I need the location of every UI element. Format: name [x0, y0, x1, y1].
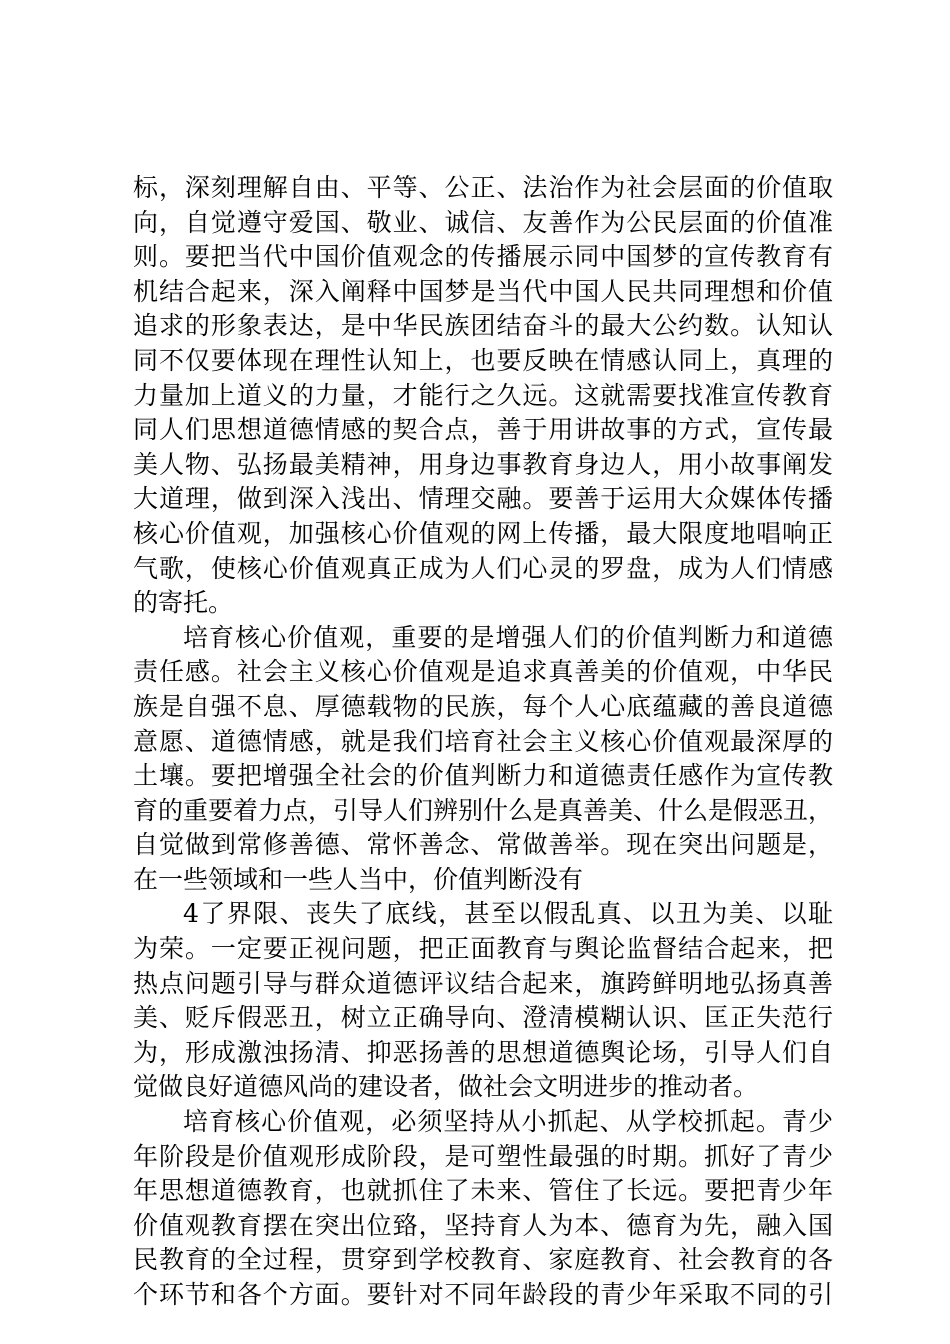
paragraph-first-line: 4了界限、丧失了底线，甚至以假乱真、以丑为美、以耻: [183, 899, 833, 929]
text-line: 气歌，使核心价值观真正成为人们心灵的罗盘，成为人们情感: [133, 553, 833, 583]
text-line: 美人物、弘扬最美精神，用身边事教育身边人，用小故事阐发: [133, 449, 833, 479]
text-line: 民教育的全过程，贯穿到学校教育、家庭教育、社会教育的各: [133, 1245, 833, 1275]
text-line: 则。要把当代中国价值观念的传播展示同中国梦的宣传教育有: [133, 242, 833, 272]
text-line: 个环节和各个方面。要针对不同年龄段的青少年采取不同的引: [133, 1280, 833, 1309]
text-line: 大道理，做到深入浅出、情理交融。要善于运用大众媒体传播: [133, 484, 833, 514]
text-line: 意愿、道德情感，就是我们培育社会主义核心价值观最深厚的: [133, 726, 833, 756]
text-line: 的寄托。: [133, 588, 234, 618]
paragraph-first-line: 培育核心价值观，必须坚持从小抓起、从学校抓起。青少: [183, 1107, 833, 1137]
text-line: 价值观教育摆在突出位臵，坚持育人为本、德育为先，融入国: [133, 1210, 833, 1240]
text-line: 在一些领域和一些人当中，价值判断没有: [133, 864, 584, 894]
text-line: 自觉做到常修善德、常怀善念、常做善举。现在突出问题是，: [133, 830, 833, 860]
text-line: 追求的形象表达，是中华民族团结奋斗的最大公约数。认知认: [133, 311, 833, 341]
text-line: 觉做良好道德风尚的建设者，做社会文明进步的推动者。: [133, 1072, 759, 1102]
text-line: 美、贬斥假恶丑，树立正确导向、澄清模糊认识、匡正失范行: [133, 1003, 833, 1033]
text-line: 为荣。一定要正视问题，把正面教育与舆论监督结合起来，把: [133, 934, 833, 964]
text-line: 年阶段是价值观形成阶段，是可塑性最强的时期。抓好了青少: [133, 1141, 833, 1171]
text-line: 为，形成激浊扬清、抑恶扬善的思想道德舆论场，引导人们自: [133, 1037, 833, 1067]
text-line: 同不仅要体现在理性认知上，也要反映在情感认同上，真理的: [133, 345, 833, 375]
text-line: 向，自觉遵守爱国、敬业、诚信、友善作为公民层面的价值准: [133, 207, 833, 237]
text-line: 责任感。社会主义核心价值观是追求真善美的价值观，中华民: [133, 657, 833, 687]
text-line: 年思想道德教育，也就抓住了未来、管住了长远。要把青少年: [133, 1176, 833, 1206]
text-line: 机结合起来，深入阐释中国梦是当代中国人民共同理想和价值: [133, 276, 833, 306]
text-line: 同人们思想道德情感的契合点，善于用讲故事的方式，宣传最: [133, 415, 833, 445]
text-line: 力量加上道义的力量，才能行之久远。这就需要找准宣传教育: [133, 380, 833, 410]
text-line: 标，深刻理解自由、平等、公正、法治作为社会层面的价值取: [133, 173, 833, 202]
text-line: 热点问题引导与群众道德评议结合起来，旗跨鲜明地弘扬真善: [133, 968, 833, 998]
text-line: 育的重要着力点，引导人们辨别什么是真善美、什么是假恶丑，: [133, 795, 833, 825]
text-line: 族是自强不息、厚德载物的民族，每个人心底蕴藏的善良道德: [133, 691, 833, 721]
text-line: 核心价值观，加强核心价值观的网上传播，最大限度地唱响正: [133, 518, 833, 548]
paragraph-first-line: 培育核心价值观，重要的是增强人们的价值判断力和道德: [183, 622, 833, 652]
text-line: 土壤。要把增强全社会的价值判断力和道德责任感作为宣传教: [133, 761, 833, 791]
body-text: [133, 171, 833, 1313]
